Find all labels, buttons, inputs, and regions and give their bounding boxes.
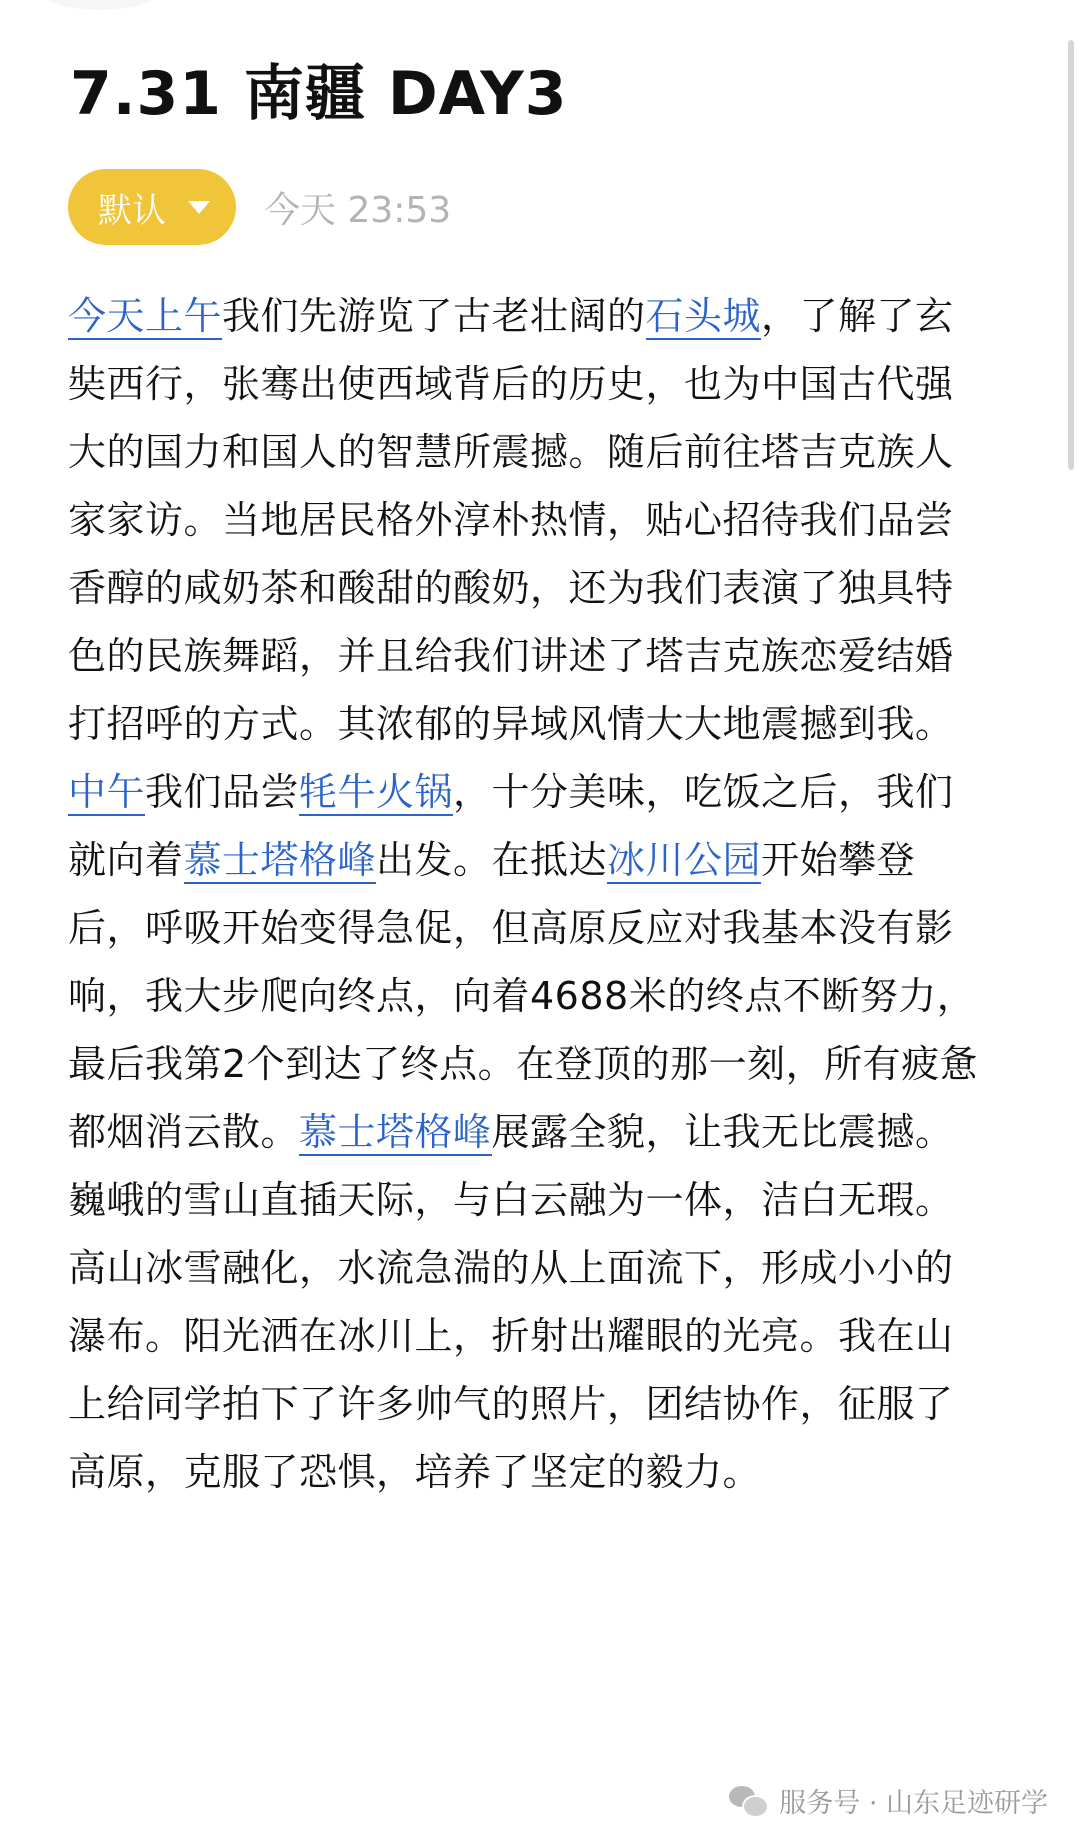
text-segment: 我们品尝 [145, 770, 300, 814]
text-segment: 出发。在抵达 [376, 838, 608, 882]
keyword-link[interactable]: 今天上午 [68, 294, 223, 338]
paragraph-2 [68, 758, 988, 1506]
keyword-link[interactable]: 慕士塔格峰 [183, 838, 377, 882]
keyword-link[interactable]: 中午 [68, 770, 146, 814]
chevron-down-icon [188, 201, 210, 214]
text-segment: 开始攀登后，呼吸开始变得急促，但高原反应对我基本没有影响，我大步爬向终点，向着4688米的终点不断努力，最后我第2个到达了终点。在登顶的那一刻，所有疲惫都烟消云散。 [68, 838, 979, 1154]
category-dropdown[interactable] [68, 169, 236, 245]
keyword-link[interactable]: 冰川公园 [607, 838, 762, 882]
timestamp: 今天 23:53 [264, 189, 452, 231]
keyword-link[interactable]: 慕士塔格峰 [299, 1110, 492, 1154]
text-segment: ，十分美味，吃饭之后，我们就向着 [68, 770, 954, 882]
keyword-link[interactable]: 牦牛火锅 [299, 770, 454, 814]
note-body [68, 282, 988, 1506]
paragraph-1 [68, 282, 988, 758]
note-title: 7.31 南疆 DAY3 [70, 59, 568, 129]
category-label: 默认 [98, 190, 166, 231]
note-meta [68, 168, 451, 246]
text-segment: 我们先游览了古老壮阔的 [222, 294, 646, 338]
text-segment: ，了解了玄奘西行，张骞出使西域背后的历史，也为中国古代强大的国力和国人的智慧所震撼。随后前往塔吉克族人家家访。当地居民格外淳朴热情，贴心招待我们品尝香醇的咸奶茶和酸甜的酸奶，还为我们表演了独具特色的民族舞蹈，并且给我们讲述了塔吉克族恋爱结婚打招呼的方式。其浓郁的异域风情大大地震撼到我。 [68, 294, 954, 746]
text-segment: 展露全貌，让我无比震撼。巍峨的雪山直插天际，与白云融为一体，洁白无瑕。高山冰雪融化，水流急湍的从上面流下，形成小小的瀑布。阳光洒在冰川上，折射出耀眼的光亮。我在山上给同学拍下了许多帅气的照片，团结协作，征服了高原，克服了恐惧，培养了坚定的毅力。 [68, 1110, 954, 1494]
keyword-link[interactable]: 石头城 [645, 294, 762, 338]
wechat-icon [729, 1786, 769, 1816]
scrollbar[interactable] [1068, 40, 1074, 470]
watermark [729, 1781, 1048, 1820]
top-fade-decoration [40, 0, 160, 10]
watermark-text: 服务号 · 山东足迹研学 [779, 1788, 1048, 1819]
